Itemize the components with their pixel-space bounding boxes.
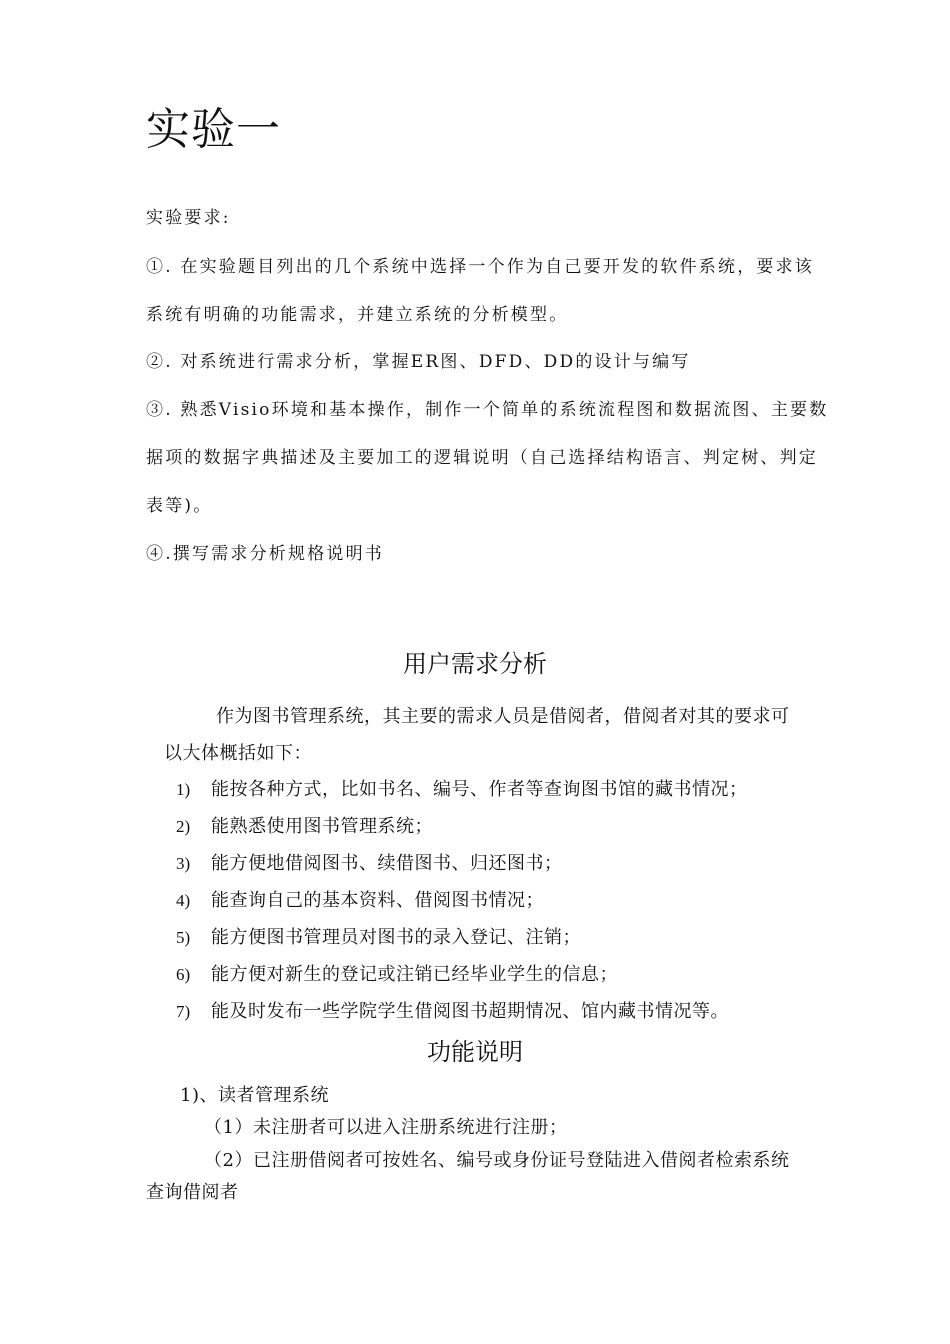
function-paragraph: （1）未注册者可以进入注册系统进行注册； [204,1117,568,1138]
requirement-line: ③. 熟悉Visio环境和基本操作，制作一个简单的系统流程图和数据流图、主要数 [146,400,829,420]
subsection-heading: 1)、读者管理系统 [180,1085,329,1106]
list-number: 2) [176,817,191,836]
list-item: 能熟悉使用图书管理系统； [211,816,433,837]
intro-paragraph-line: 以大体概括如下： [164,743,312,764]
list-item: 能及时发布一些学院学生借阅图书超期情况、馆内藏书情况等。 [211,1001,729,1022]
list-item: 能方便地借阅图书、续借图书、归还图书； [211,853,563,874]
page-title: 实验一 [146,104,281,155]
list-number: 7) [176,1002,191,1021]
list-number: 3) [176,854,191,873]
requirement-line: 表等)。 [146,496,213,516]
list-item: 能按各种方式，比如书名、编号、作者等查询图书馆的藏书情况； [211,779,748,800]
list-item: 能查询自己的基本资料、借阅图书情况； [211,890,544,911]
requirement-line: ①. 在实验题目列出的几个系统中选择一个作为自己要开发的软件系统，要求该 [146,257,815,277]
list-number: 4) [176,891,191,910]
section-title-function: 功能说明 [427,1038,523,1066]
requirement-line: ④.撰写需求分析规格说明书 [146,544,385,564]
requirement-line: 据项的数据字典描述及主要加工的逻辑说明（自己选择结构语言、判定树、判定 [146,448,818,468]
function-paragraph: （2）已注册借阅者可按姓名、编号或身份证号登陆进入借阅者检索系统 [204,1150,790,1171]
list-item: 能方便对新生的登记或注销已经毕业学生的信息； [211,964,618,985]
function-paragraph: 查询借阅者 [146,1182,239,1203]
requirement-line: ②. 对系统进行需求分析，掌握ER图、DFD、DD的设计与编写 [146,352,691,372]
intro-paragraph-line: 作为图书管理系统，其主要的需求人员是借阅者，借阅者对其的要求可 [216,706,790,727]
section-title-user-analysis: 用户需求分析 [403,650,547,678]
requirements-heading: 实验要求: [146,208,231,228]
list-number: 1) [176,780,191,799]
list-number: 6) [176,965,191,984]
list-item: 能方便图书管理员对图书的录入登记、注销； [211,927,581,948]
requirement-line: 系统有明确的功能需求，并建立系统的分析模型。 [146,305,569,325]
list-number: 5) [176,928,191,947]
